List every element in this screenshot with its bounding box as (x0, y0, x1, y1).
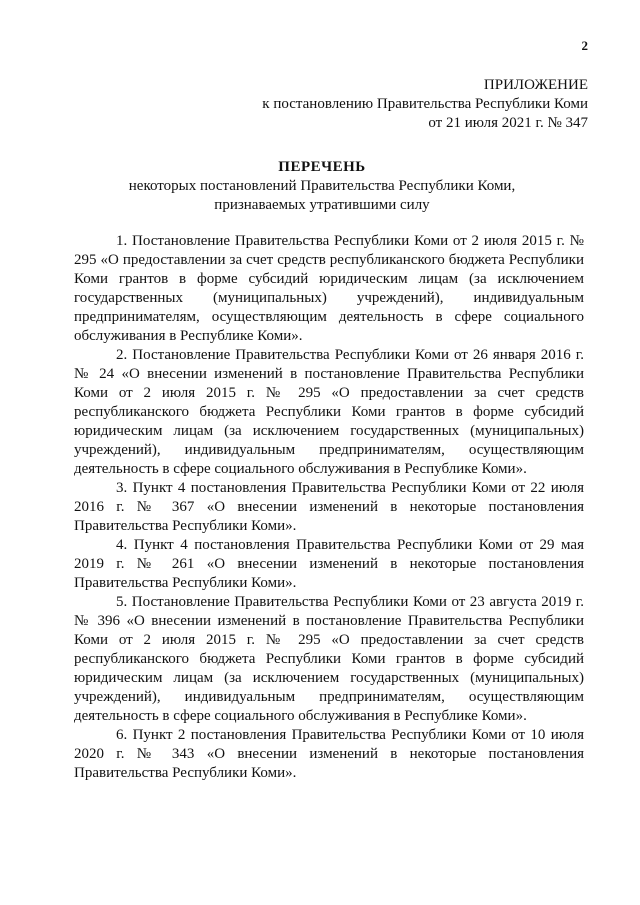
document-title: ПЕРЕЧЕНЬ (278, 159, 366, 175)
document-subtitle-2: признаваемых утратившими силу (214, 197, 430, 213)
appendix-title: ПРИЛОЖЕНИЕ (483, 77, 588, 93)
appendix-line-1: к постановлению Правительства Республики Коми (262, 96, 588, 112)
appendix-header (262, 76, 588, 133)
appendix-line-2: от 21 июля 2021 г. № 347 (428, 115, 588, 131)
list-item: 1. Постановление Правительства Республики Коми от 2 июля 2015 г. № 295 «О предоставлении за счет средств республиканского бюджета Республики Коми грантов в форме субсидий юридическим лицам (за исключением государственных (муниципальных) учреждений), индивидуальным предпринимателям, осуществляющим деятельность в сфере социального обслуживания в Республике Коми». (74, 233, 584, 344)
list-item: 5. Постановление Правительства Республики Коми от 23 августа 2019 г. № 396 «О внесении изменений в постановление Правительства Республики Коми от 2 июля 2015 г. № 295 «О предоставлении за счет средств республиканского бюджета Республики Коми грантов в форме субсидий юридическим лицам (за исключением государственных (муниципальных) учреждений), индивидуальным предпринимателям, осуществляющим деятельность в сфере социального обслуживания в Республике Коми». (74, 594, 584, 724)
list-item: 4. Пункт 4 постановления Правительства Республики Коми от 29 мая 2019 г. № 261 «О внесении изменений в некоторые постановления Правительства Республики Коми». (74, 537, 584, 591)
list-item: 3. Пункт 4 постановления Правительства Республики Коми от 22 июля 2016 г. № 367 «О внесении изменений в некоторые постановления Правительства Республики Коми». (74, 480, 584, 534)
page-number: 2 (581, 38, 588, 53)
document-subtitle-1: некоторых постановлений Правительства Республики Коми, (128, 178, 516, 194)
document-heading (56, 158, 588, 215)
resolutions-list (74, 232, 584, 783)
list-item: 6. Пункт 2 постановления Правительства Республики Коми от 10 июля 2020 г. № 343 «О внесении изменений в некоторые постановления Правительства Республики Коми». (74, 727, 584, 781)
list-item: 2. Постановление Правительства Республики Коми от 26 января 2016 г. № 24 «О внесении изменений в постановление Правительства Республики Коми от 2 июля 2015 г. № 295 «О предоставлении за счет средств республиканского бюджета Республики Коми грантов в форме субсидий юридическим лицам (за исключением государственных (муниципальных) учреждений), индивидуальным предпринимателям, осуществляющим деятельность в сфере социального обслуживания в Республике Коми». (74, 347, 584, 477)
